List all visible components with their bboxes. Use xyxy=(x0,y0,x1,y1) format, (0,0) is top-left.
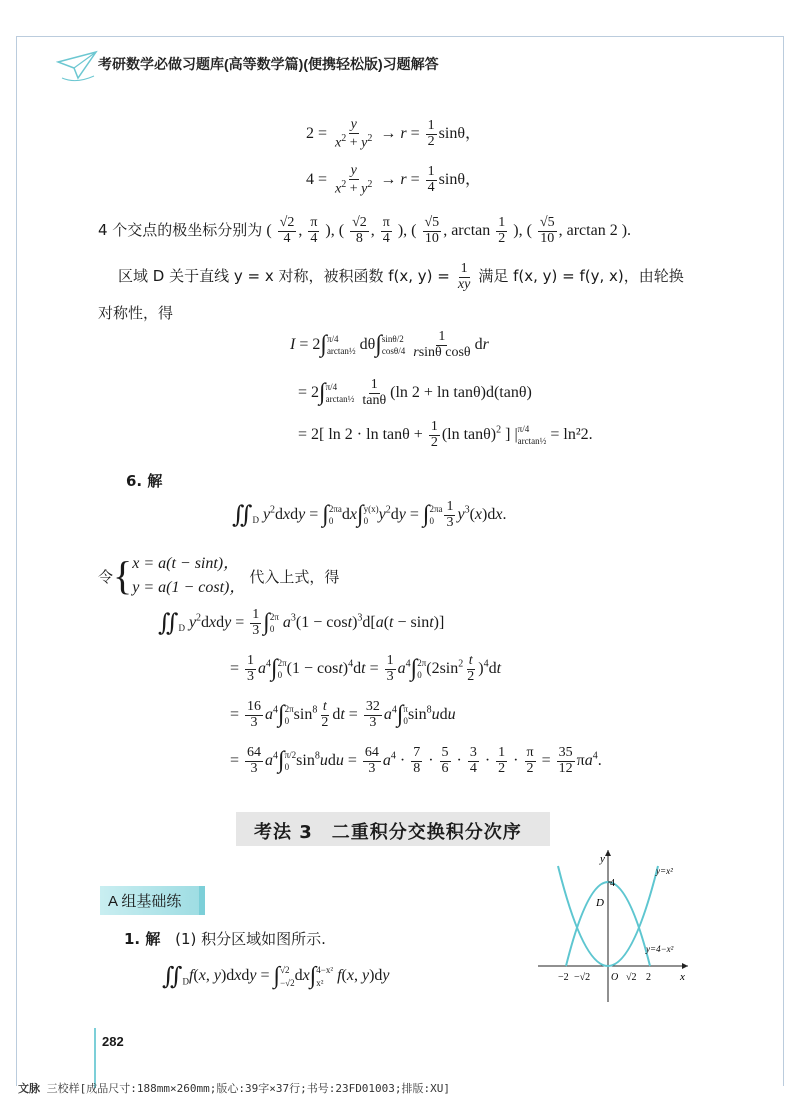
solution-6-label: 6. 解 xyxy=(126,472,163,490)
integral-I-line1: I = 2∫π/4 arctan½ dθ∫sinθ/2 cosθ/4 $\frac{1}{\text{rsinθ cosθ}}$ dr xyxy=(290,329,489,360)
footer xyxy=(18,1080,450,1096)
tick-sqrt2: √2 xyxy=(626,972,637,983)
paper-plane-icon xyxy=(56,48,100,86)
footer-prefix: 文脉 xyxy=(18,1082,40,1095)
region-D-label: D xyxy=(596,897,604,909)
computation-line2: = $\frac{1}{3}$ $a^4\int 2\pi$ 0 $(1 - \cos t)^4dt$ = $\frac{1}{3}$ $a^4\int 2\pi$ 0 ($2\sin^2$ $\frac{t}{2}$ )$^4$dt xyxy=(230,653,502,684)
symmetry-text: 区域 D 关于直线 y = x 对称，被积函数 f(x, y) = $\frac{1}{xy}$ 满足 f(x, y) = f(y, x)，由轮换 xyxy=(118,261,684,292)
page-frame-top xyxy=(16,36,784,37)
page-number-rule xyxy=(94,1028,96,1088)
integral-I-line2: = 2∫π/4 arctan½ $\frac{1}{\tan\theta}$ (ln 2 + ln tanθ)d(tanθ) xyxy=(298,377,532,408)
page-number: 282 xyxy=(102,1034,124,1049)
section-title: 考法 3 二重积分交换积分次序 xyxy=(254,822,522,843)
integral-I-line3: = 2[ ln 2 · ln tanθ + $\frac{1}{2}$ (ln tanθ)$^2$ ] |π/4 arctan½ = ln²2. xyxy=(298,419,593,450)
solution-1-label: 1. 解 xyxy=(124,930,161,948)
footer-text: 三校样[成品尺寸:188mm×260mm;版心:39字×37行;书号:23FD01003;排版:XU] xyxy=(46,1082,451,1095)
equation-2: 4 = $\frac{y}{x^2 + y^2}$ → r = $\frac{1}{4}$ sinθ， xyxy=(306,163,481,197)
curve2-label: y=4−x² xyxy=(646,944,674,954)
page-frame-right xyxy=(783,36,784,1086)
polar-coordinates: 4 个交点的极坐标分别为 ( $\frac{√2}{4}$ , $\frac{\pi}{4}$ ), ( $\frac{√2}{8}$ , $\frac{\pi}{4}$ ), ( $\frac{√5}{10}$ , arctan $\frac{1}{2}$ ), ( $\frac{√5}{10}$ , arctan 2 ). xyxy=(98,215,632,246)
solution-1 xyxy=(124,928,326,949)
parametric-definition: 令 { x = a(t − sint)， y = a(1 − cost)， 代入上式，得 xyxy=(98,553,340,598)
solution-6-equation: $∬_D$ $y^2dxdy = \int 2\pi a$ 0 dx∫y(x) 0 $y^2dy = \int 2\pi a$ 0 $\frac{1}{3}$ $y^3(x)dx$. xyxy=(232,499,507,530)
computation-line3: = $\frac{16}{3}$ $a^4\int 2\pi$ 0 $\sin^8$ $\frac{t}{2}$ dt = $\frac{32}{3}$ $a^4\int\pi$ $0\sin^8udu$ xyxy=(230,699,456,730)
region-figure xyxy=(528,844,698,1004)
tick-minus-sqrt2: −√2 xyxy=(574,972,591,983)
group-label: A 组基础练 xyxy=(100,886,205,915)
page-frame-left xyxy=(16,36,17,1086)
solution-1-text: (1) 积分区域如图所示. xyxy=(175,930,326,948)
header-title: 考研数学必做习题库(高等数学篇)(便携轻松版)习题解答 xyxy=(98,56,439,72)
x-axis-label: x xyxy=(680,971,685,983)
label-4: 4 xyxy=(610,878,615,889)
solution-1-equation: $∬_Df(x$, y)dxdy = ∫√2 −√2dx∫4−x² x² f(x, y)dy xyxy=(162,963,390,990)
equation-1: 2 = $\frac{y}{x^2 + y^2}$ → r = $\frac{1}{2}$ sinθ， xyxy=(306,117,481,151)
symmetry-text-line2: 对称性，得 xyxy=(98,304,174,322)
curve1-label: y=x² xyxy=(656,866,673,876)
tick-2: 2 xyxy=(646,972,651,983)
computation-line1: $∬_D$ $y^2dxdy$ = $\frac{1}{3}$ ∫2π 0 $a^3(1 - \cos t)^3d[a(t - \sin t)]$ xyxy=(158,607,445,638)
tick-minus-2: −2 xyxy=(558,972,569,983)
y-axis-label: y xyxy=(600,853,605,865)
origin-label: O xyxy=(611,972,619,983)
computation-line4: = $\frac{64}{3}$ $a^4\int\pi/2$ 0 $\sin^8udu$ = $\frac{64}{3}$ $a^4$ · $\frac{7}{8}$ · $\frac{5}{6}$ · $\frac{3}{4}$ · $\frac{1}{2}$ · $\frac{\pi}{2}$ = $\frac{35}{12}$ $\pi a^4$. xyxy=(230,745,602,776)
